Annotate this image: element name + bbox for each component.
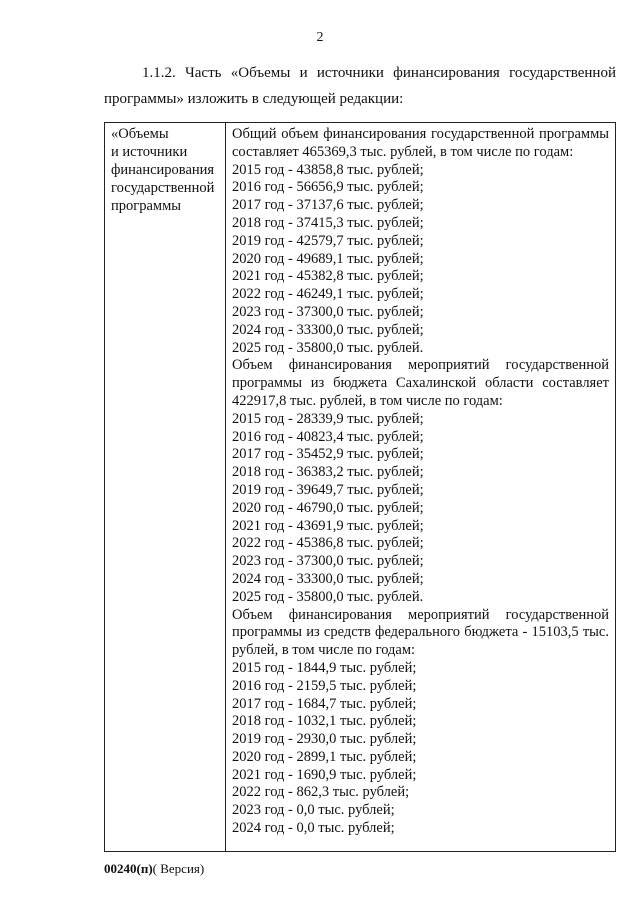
year-line: 2020 год - 49689,1 тыс. рублей;	[232, 250, 424, 267]
table-right-cell	[226, 123, 615, 851]
document-code: 00240(п)	[104, 861, 153, 876]
regional-year-list	[232, 411, 609, 607]
year-line: 2022 год - 45386,8 тыс. рублей;	[232, 535, 424, 552]
year-line: 2016 год - 40823,4 тыс. рублей;	[232, 428, 424, 445]
year-line: 2017 год - 35452,9 тыс. рублей;	[232, 446, 424, 463]
year-line: 2019 год - 2930,0 тыс. рублей;	[232, 731, 417, 748]
year-line: 2020 год - 2899,1 тыс. рублей;	[232, 748, 417, 765]
year-line: 2025 год - 35800,0 тыс. рублей.	[232, 588, 424, 605]
year-line: 2016 год - 2159,5 тыс. рублей;	[232, 677, 417, 694]
year-line: 2024 год - 33300,0 тыс. рублей;	[232, 570, 424, 587]
left-cell-line: программы	[111, 198, 181, 214]
federal-year-list	[232, 660, 609, 838]
financing-table	[104, 122, 616, 852]
year-line: 2018 год - 36383,2 тыс. рублей;	[232, 464, 424, 481]
year-line: 2018 год - 37415,3 тыс. рублей;	[232, 214, 424, 231]
year-line: 2025 год - 35800,0 тыс. рублей.	[232, 339, 424, 356]
year-line: 2021 год - 1690,9 тыс. рублей;	[232, 766, 417, 783]
year-line: 2015 год - 28339,9 тыс. рублей;	[232, 410, 424, 427]
left-cell-line: государственной	[111, 180, 215, 196]
year-line: 2021 год - 45382,8 тыс. рублей;	[232, 268, 424, 285]
left-cell-line: финансирования	[111, 162, 215, 178]
federal-financing-heading: Объем финансирования мероприятий государственной программы из средств федерального бюджета - 15103,5 тыс. рублей, в том числе по годам:	[232, 606, 609, 659]
year-line: 2017 год - 37137,6 тыс. рублей;	[232, 197, 424, 214]
year-line: 2023 год - 37300,0 тыс. рублей;	[232, 303, 424, 320]
intro-line-2: программы» изложить в следующей редакции:	[104, 91, 404, 107]
left-cell-line: и источники	[111, 144, 188, 160]
year-line: 2024 год - 33300,0 тыс. рублей;	[232, 321, 424, 338]
year-line: 2015 год - 1844,9 тыс. рублей;	[232, 659, 417, 676]
total-financing-heading: Общий объем финансирования государственной программы составляет 465369,3 тыс. рублей, в том числе по годам:	[232, 126, 609, 160]
year-line: 2016 год - 56656,9 тыс. рублей;	[232, 179, 424, 196]
year-line: 2019 год - 42579,7 тыс. рублей;	[232, 232, 424, 249]
intro-paragraph	[104, 60, 616, 112]
year-line: 2018 год - 1032,1 тыс. рублей;	[232, 713, 417, 730]
regional-financing-heading: Объем финансирования мероприятий государственной программы из бюджета Сахалинской области составляет 422917,8 тыс. рублей, в том числе по годам:	[232, 357, 609, 409]
year-line: 2022 год - 46249,1 тыс. рублей;	[232, 286, 424, 303]
total-year-list	[232, 162, 609, 358]
left-cell-line: «Объемы	[111, 126, 169, 142]
year-line: 2020 год - 46790,0 тыс. рублей;	[232, 499, 424, 516]
intro-line-1: 1.1.2. Часть «Объемы и источники финансирования государственной	[142, 65, 616, 81]
page-number: 2	[316, 30, 324, 45]
year-line: 2019 год - 39649,7 тыс. рублей;	[232, 481, 424, 498]
year-line: 2023 год - 0,0 тыс. рублей;	[232, 802, 395, 819]
year-line: 2024 год - 0,0 тыс. рублей;	[232, 820, 395, 837]
document-version: ( Версия)	[152, 861, 205, 876]
year-line: 2022 год - 862,3 тыс. рублей;	[232, 784, 410, 801]
document-footer	[104, 861, 204, 877]
year-line: 2015 год - 43858,8 тыс. рублей;	[232, 161, 424, 178]
year-line: 2021 год - 43691,9 тыс. рублей;	[232, 517, 424, 534]
table-left-cell	[105, 123, 226, 851]
year-line: 2023 год - 37300,0 тыс. рублей;	[232, 553, 424, 570]
year-line: 2017 год - 1684,7 тыс. рублей;	[232, 695, 417, 712]
